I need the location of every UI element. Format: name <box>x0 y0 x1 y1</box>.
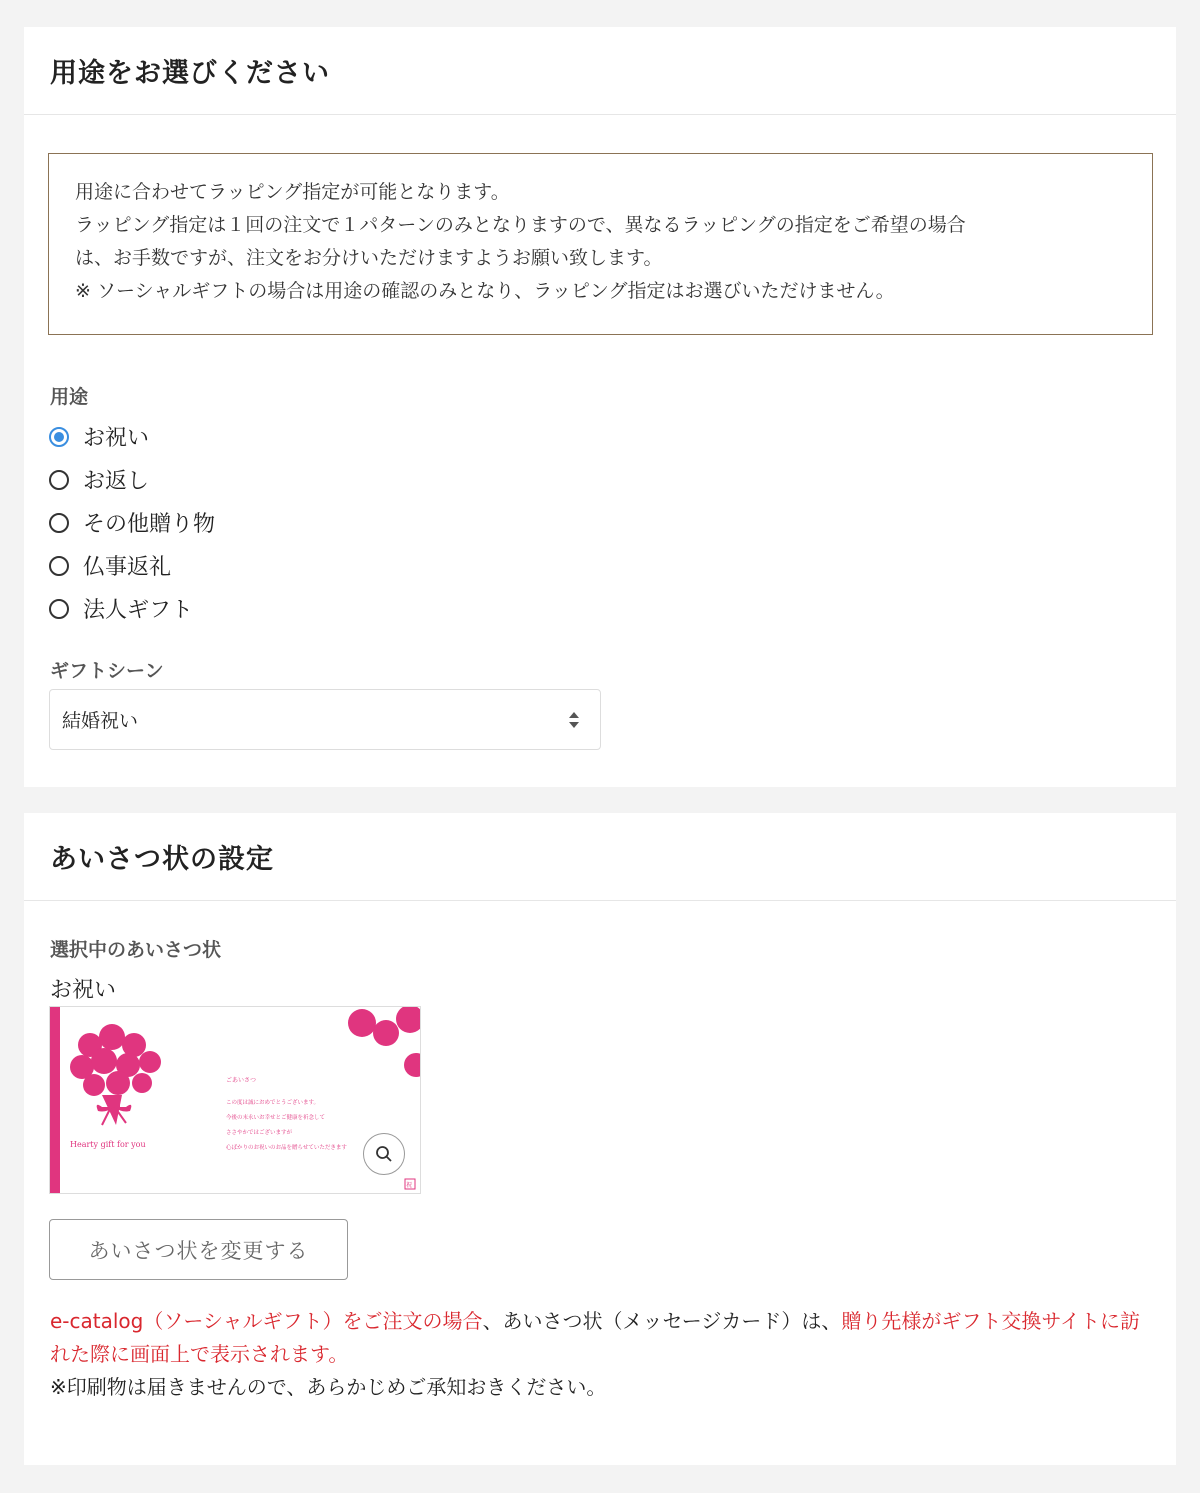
purpose-radio-group <box>49 415 215 630</box>
selected-card-label: 選択中のあいさつ状 <box>50 939 222 961</box>
zoom-button[interactable] <box>363 1133 405 1175</box>
card-line: 今後の末永いお幸せとご健康を祈念して <box>226 1115 326 1121</box>
card-stamp: 祝 <box>406 1182 413 1189</box>
magnifier-icon <box>375 1145 393 1163</box>
purpose-option-corporate[interactable]: 法人ギフト <box>49 587 215 630</box>
notice-line: ラッピング指定は１回の注文で１パターンのみとなりますので、異なるラッピングの指定をご希望の場合 <box>75 214 966 236</box>
gift-scene-select[interactable] <box>49 689 601 750</box>
selected-card-name: お祝い <box>50 978 117 1003</box>
gift-scene-value: 結婚祝い <box>62 710 139 732</box>
select-arrows-icon <box>568 710 580 730</box>
purpose-option-other-gift[interactable]: その他贈り物 <box>49 501 215 544</box>
section-title: 用途をお選びください <box>24 27 1176 115</box>
greeting-card-preview[interactable] <box>49 1006 421 1194</box>
gift-scene-label: ギフトシーン <box>50 660 164 682</box>
card-heading: ごあいさつ <box>226 1077 257 1084</box>
purpose-section <box>24 27 1176 787</box>
purpose-label: 用途 <box>50 386 89 408</box>
radio-checked-icon[interactable] <box>49 427 69 447</box>
notice-line: 用途に合わせてラッピング指定が可能となります。 <box>75 181 510 203</box>
notice-line: は、お手数ですが、注文をお分けいただけますようお願い致します。 <box>75 247 663 269</box>
purpose-option-celebration[interactable]: お祝い <box>49 415 215 458</box>
card-line: この度は誠におめでとうございます。 <box>226 1100 320 1106</box>
radio-unchecked-icon[interactable] <box>49 470 69 490</box>
greeting-card-section <box>24 813 1176 1465</box>
section-title: あいさつ状の設定 <box>24 813 1176 901</box>
social-gift-note: e-catalog（ソーシャルギフト）をご注文の場合、あいさつ状（メッセージカード）は、贈り先様がギフト交換サイトに訪れた際に画面上で表示されます。 ※印刷物は届きませんので、あらかじめご承知おきください。 <box>50 1309 1140 1399</box>
notice-line: ※ ソーシャルギフトの場合は用途の確認のみとなり、ラッピング指定はお選びいただけません。 <box>75 280 895 302</box>
card-line: ささやかではございますが <box>226 1130 293 1136</box>
print-note: ※印刷物は届きませんので、あらかじめご承知おきください。 <box>50 1375 607 1399</box>
radio-unchecked-icon[interactable] <box>49 599 69 619</box>
purpose-option-memorial[interactable]: 仏事返礼 <box>49 544 215 587</box>
card-line: 心ばかりのお祝いのお品を贈らせていただきます <box>226 1145 347 1151</box>
change-greeting-card-button[interactable]: あいさつ状を変更する <box>49 1219 348 1280</box>
radio-unchecked-icon[interactable] <box>49 556 69 576</box>
card-tagline: Hearty gift for you <box>70 1140 146 1149</box>
purpose-option-return[interactable]: お返し <box>49 458 215 501</box>
radio-unchecked-icon[interactable] <box>49 513 69 533</box>
card-illustration <box>50 1007 421 1194</box>
wrapping-notice <box>48 153 1153 335</box>
